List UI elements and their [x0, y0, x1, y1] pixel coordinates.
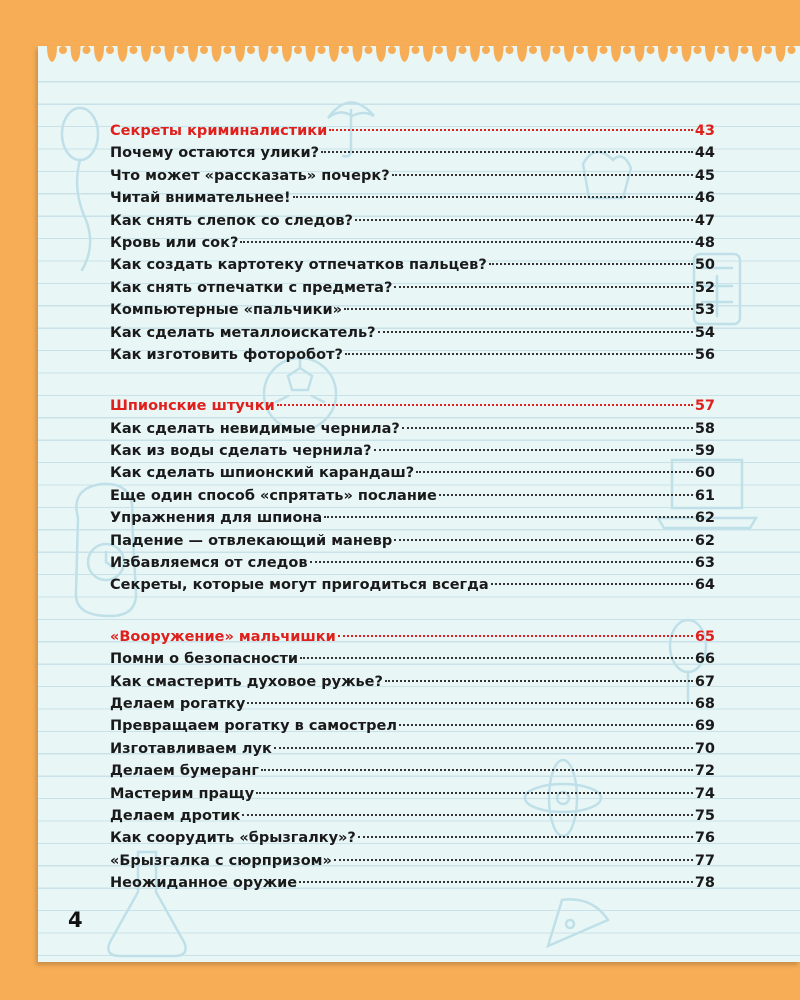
toc-entry[interactable] — [110, 530, 715, 552]
section-heading-title: Шпионские штучки — [110, 398, 275, 415]
toc-entry-page: 67 — [694, 673, 715, 690]
toc-entry[interactable] — [110, 344, 715, 366]
toc-entry[interactable] — [110, 142, 715, 164]
toc-entry[interactable] — [110, 552, 715, 574]
toc-entry[interactable] — [110, 805, 715, 827]
toc-entry-title: Кровь или сок? — [110, 234, 239, 251]
toc-entry-page: 77 — [694, 852, 715, 869]
toc-entry[interactable] — [110, 693, 715, 715]
toc-entry[interactable] — [110, 165, 715, 187]
dot-leader — [491, 583, 693, 585]
dot-leader — [378, 331, 693, 333]
toc-entry-title: Делаем дротик — [110, 807, 241, 824]
toc-entry-title: Как снять отпечатки с предмета? — [110, 279, 393, 296]
toc-entry-title: Как сделать невидимые чернила? — [110, 420, 400, 437]
dot-leader — [247, 702, 693, 704]
toc-entry-page: 56 — [694, 346, 715, 363]
dot-leader — [358, 836, 693, 838]
dot-leader — [299, 881, 693, 883]
toc-entry-page: 72 — [694, 763, 715, 780]
toc-entry-title: Еще один способ «спрятать» послание — [110, 487, 437, 504]
dot-leader — [240, 241, 692, 243]
toc-entry-title: Читай внимательнее! — [110, 190, 291, 207]
dot-leader — [321, 151, 693, 153]
section-heading[interactable] — [110, 120, 715, 142]
dot-leader — [355, 219, 693, 221]
section-heading[interactable] — [110, 626, 715, 648]
toc-entry-page: 58 — [694, 420, 715, 437]
section-heading-title: «Вооружение» мальчишки — [110, 628, 336, 645]
dot-leader — [345, 353, 693, 355]
dot-leader — [338, 635, 693, 637]
dot-leader — [392, 174, 693, 176]
toc-entry-page: 62 — [694, 532, 715, 549]
toc-entry[interactable] — [110, 827, 715, 849]
dot-leader — [261, 769, 693, 771]
dot-leader — [300, 657, 693, 659]
dot-leader — [324, 516, 693, 518]
toc-entry[interactable] — [110, 671, 715, 693]
toc-entry-title: Падение — отвлекающий маневр — [110, 532, 393, 549]
page-number: 4 — [68, 908, 83, 932]
toc-entry-title: Избавляемся от следов — [110, 555, 308, 572]
dot-leader — [277, 404, 693, 406]
toc-entry-page: 46 — [694, 190, 715, 207]
toc-entry[interactable] — [110, 299, 715, 321]
toc-entry-page: 50 — [694, 257, 715, 274]
dot-leader — [402, 427, 693, 429]
dot-leader — [374, 449, 693, 451]
dot-leader — [329, 129, 693, 131]
dot-leader — [293, 196, 693, 198]
table-of-contents — [110, 120, 715, 924]
toc-entry-page: 64 — [694, 577, 715, 594]
toc-entry-title: Делаем бумеранг — [110, 763, 259, 780]
dot-leader — [489, 263, 693, 265]
toc-entry-page: 52 — [694, 279, 715, 296]
toc-entry[interactable] — [110, 783, 715, 805]
toc-entry-title: Почему остаются улики? — [110, 145, 320, 162]
toc-entry-page: 75 — [694, 807, 715, 824]
toc-entry[interactable] — [110, 507, 715, 529]
toc-entry-title: Как сделать шпионский карандаш? — [110, 465, 415, 482]
toc-entry[interactable] — [110, 738, 715, 760]
toc-entry[interactable] — [110, 440, 715, 462]
dot-leader — [416, 471, 693, 473]
toc-entry-page: 70 — [694, 740, 715, 757]
toc-entry-title: Изготавливаем лук — [110, 740, 272, 757]
toc-entry-page: 78 — [694, 875, 715, 892]
toc-entry-title: Как соорудить «брызгалку»? — [110, 830, 356, 847]
toc-entry[interactable] — [110, 760, 715, 782]
toc-entry[interactable] — [110, 872, 715, 894]
section-heading[interactable] — [110, 395, 715, 417]
toc-entry-title: Неожиданное оружие — [110, 875, 298, 892]
dot-leader — [310, 561, 693, 563]
toc-entry[interactable] — [110, 322, 715, 344]
toc-entry[interactable] — [110, 418, 715, 440]
dot-leader — [399, 724, 693, 726]
toc-entry-title: Как снять слепок со следов? — [110, 212, 353, 229]
toc-entry-page: 47 — [694, 212, 715, 229]
toc-entry-page: 62 — [694, 510, 715, 527]
toc-entry-title: Секреты, которые могут пригодиться всегда — [110, 577, 489, 594]
toc-entry-page: 63 — [694, 555, 715, 572]
dot-leader — [439, 494, 693, 496]
toc-entry-title: Что может «рассказать» почерк? — [110, 167, 390, 184]
toc-entry-title: Упражнения для шпиона — [110, 510, 323, 527]
toc-entry-page: 54 — [694, 324, 715, 341]
toc-entry-page: 66 — [694, 651, 715, 668]
section-heading-page: 43 — [694, 123, 715, 139]
toc-entry[interactable] — [110, 648, 715, 670]
toc-entry-title: Компьютерные «пальчики» — [110, 302, 343, 319]
toc-entry-title: Как сделать металлоискатель? — [110, 324, 376, 341]
toc-section — [110, 120, 715, 366]
toc-entry[interactable] — [110, 850, 715, 872]
toc-entry-page: 74 — [694, 785, 715, 802]
toc-entry-page: 68 — [694, 695, 715, 712]
dot-leader — [385, 680, 693, 682]
toc-entry-title: Как изготовить фоторобот? — [110, 346, 343, 363]
toc-entry-page: 48 — [694, 234, 715, 251]
toc-entry[interactable] — [110, 210, 715, 232]
toc-section — [110, 626, 715, 895]
dot-leader — [334, 859, 693, 861]
section-heading-page: 57 — [694, 398, 715, 415]
toc-entry[interactable] — [110, 187, 715, 209]
toc-section — [110, 395, 715, 597]
toc-entry-title: «Брызгалка с сюрпризом» — [110, 852, 332, 869]
section-heading-page: 65 — [694, 628, 715, 645]
toc-entry[interactable] — [110, 232, 715, 254]
toc-entry-title: Делаем рогатку — [110, 695, 246, 712]
dot-leader — [256, 792, 693, 794]
dot-leader — [242, 814, 692, 816]
toc-entry-title: Превращаем рогатку в самострел — [110, 718, 397, 735]
toc-entry[interactable] — [110, 277, 715, 299]
dot-leader — [394, 286, 692, 288]
section-heading-title: Секреты криминалистики — [110, 123, 328, 139]
toc-entry-page: 61 — [694, 487, 715, 504]
toc-entry-title: Как создать картотеку отпечатков пальцев? — [110, 257, 487, 274]
toc-entry[interactable] — [110, 254, 715, 276]
torn-spiral-edge — [38, 26, 800, 76]
toc-entry[interactable] — [110, 574, 715, 596]
toc-entry-title: Мастерим пращу — [110, 785, 255, 802]
toc-entry-page: 44 — [694, 145, 715, 162]
toc-entry[interactable] — [110, 462, 715, 484]
toc-entry-page: 60 — [694, 465, 715, 482]
toc-entry[interactable] — [110, 485, 715, 507]
toc-entry-page: 69 — [694, 718, 715, 735]
toc-entry-page: 76 — [694, 830, 715, 847]
toc-entry-page: 45 — [694, 167, 715, 184]
dot-leader — [274, 747, 693, 749]
toc-entry-title: Как из воды сделать чернила? — [110, 443, 372, 460]
toc-entry[interactable] — [110, 715, 715, 737]
dot-leader — [344, 308, 693, 310]
toc-entry-page: 59 — [694, 443, 715, 460]
toc-entry-title: Как смастерить духовое ружье? — [110, 673, 383, 690]
toc-entry-title: Помни о безопасности — [110, 651, 299, 668]
toc-entry-page: 53 — [694, 302, 715, 319]
dot-leader — [394, 539, 693, 541]
